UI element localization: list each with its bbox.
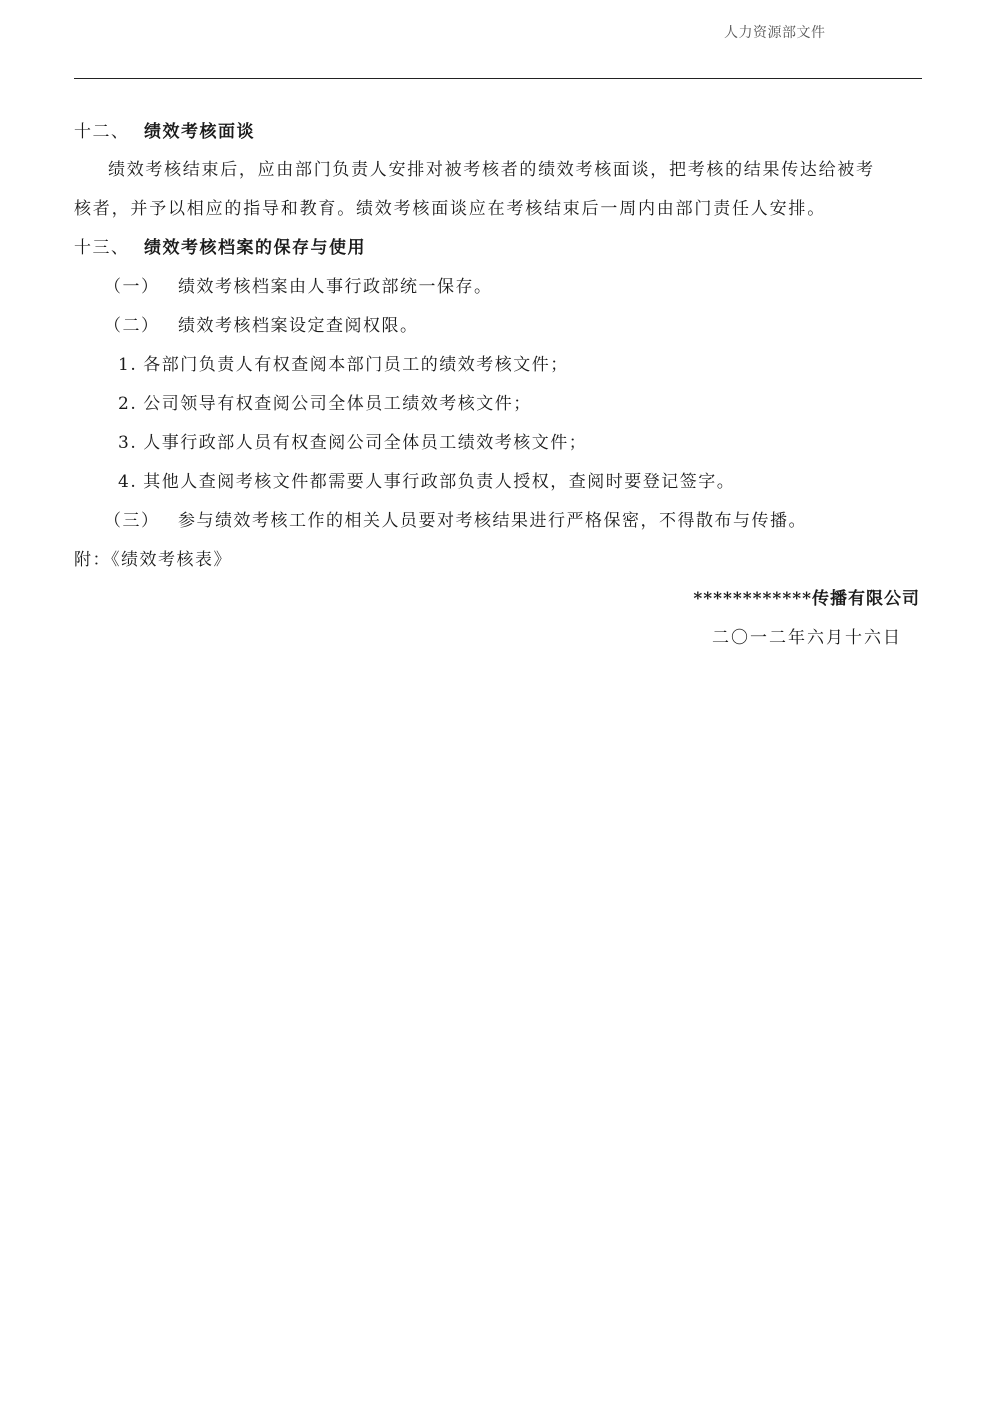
numbered-item-3: [118, 431, 587, 455]
section-12-paragraph-line-1: 绩效考核结束后，应由部门负责人安排对被考核者的绩效考核面谈，把考核的结果传达给被考: [108, 160, 875, 180]
numbered-item-text: 公司领导有权查阅公司全体员工绩效考核文件；: [143, 394, 532, 414]
header-title: 人力资源部文件: [724, 25, 826, 41]
sub-item-3: [104, 509, 807, 533]
numbered-item-number: 1.: [118, 355, 138, 375]
numbered-item-text: 各部门负责人有权查阅本部门员工的绩效考核文件；: [143, 355, 569, 375]
section-12-title: 绩效考核面谈: [144, 122, 255, 142]
document-date: 二〇一二年六月十六日: [712, 628, 902, 648]
sub-item-text: 绩效考核档案由人事行政部统一保存。: [178, 277, 493, 297]
numbered-item-number: 2.: [118, 394, 138, 414]
section-13-heading: [74, 236, 366, 260]
section-12-paragraph-line-2: 核者，并予以相应的指导和教育。绩效考核面谈应在考核结束后一周内由部门责任人安排。: [74, 199, 826, 219]
attachment-note: 附：《绩效考核表》: [74, 550, 232, 570]
sub-item-1: [104, 275, 493, 299]
numbered-item-2: [118, 392, 532, 416]
numbered-item-text: 其他人查阅考核文件都需要人事行政部负责人授权，查阅时要登记签字。: [143, 472, 736, 492]
sub-item-marker: （一）: [104, 277, 160, 297]
section-12-number: 十二、: [74, 122, 130, 142]
numbered-item-number: 3.: [118, 433, 138, 453]
section-12-heading: [74, 120, 255, 144]
section-13-title: 绩效考核档案的保存与使用: [144, 238, 366, 258]
header-divider: [74, 78, 922, 79]
numbered-item-4: [118, 470, 735, 494]
numbered-item-1: [118, 353, 569, 377]
company-name: ************传播有限公司: [693, 589, 920, 609]
sub-item-text: 绩效考核档案设定查阅权限。: [178, 316, 419, 336]
sub-item-2: [104, 314, 419, 338]
sub-item-marker: （二）: [104, 316, 160, 336]
sub-item-text: 参与绩效考核工作的相关人员要对考核结果进行严格保密，不得散布与传播。: [178, 511, 807, 531]
numbered-item-text: 人事行政部人员有权查阅公司全体员工绩效考核文件；: [143, 433, 588, 453]
section-13-number: 十三、: [74, 238, 130, 258]
sub-item-marker: （三）: [104, 511, 160, 531]
numbered-item-number: 4.: [118, 472, 138, 492]
